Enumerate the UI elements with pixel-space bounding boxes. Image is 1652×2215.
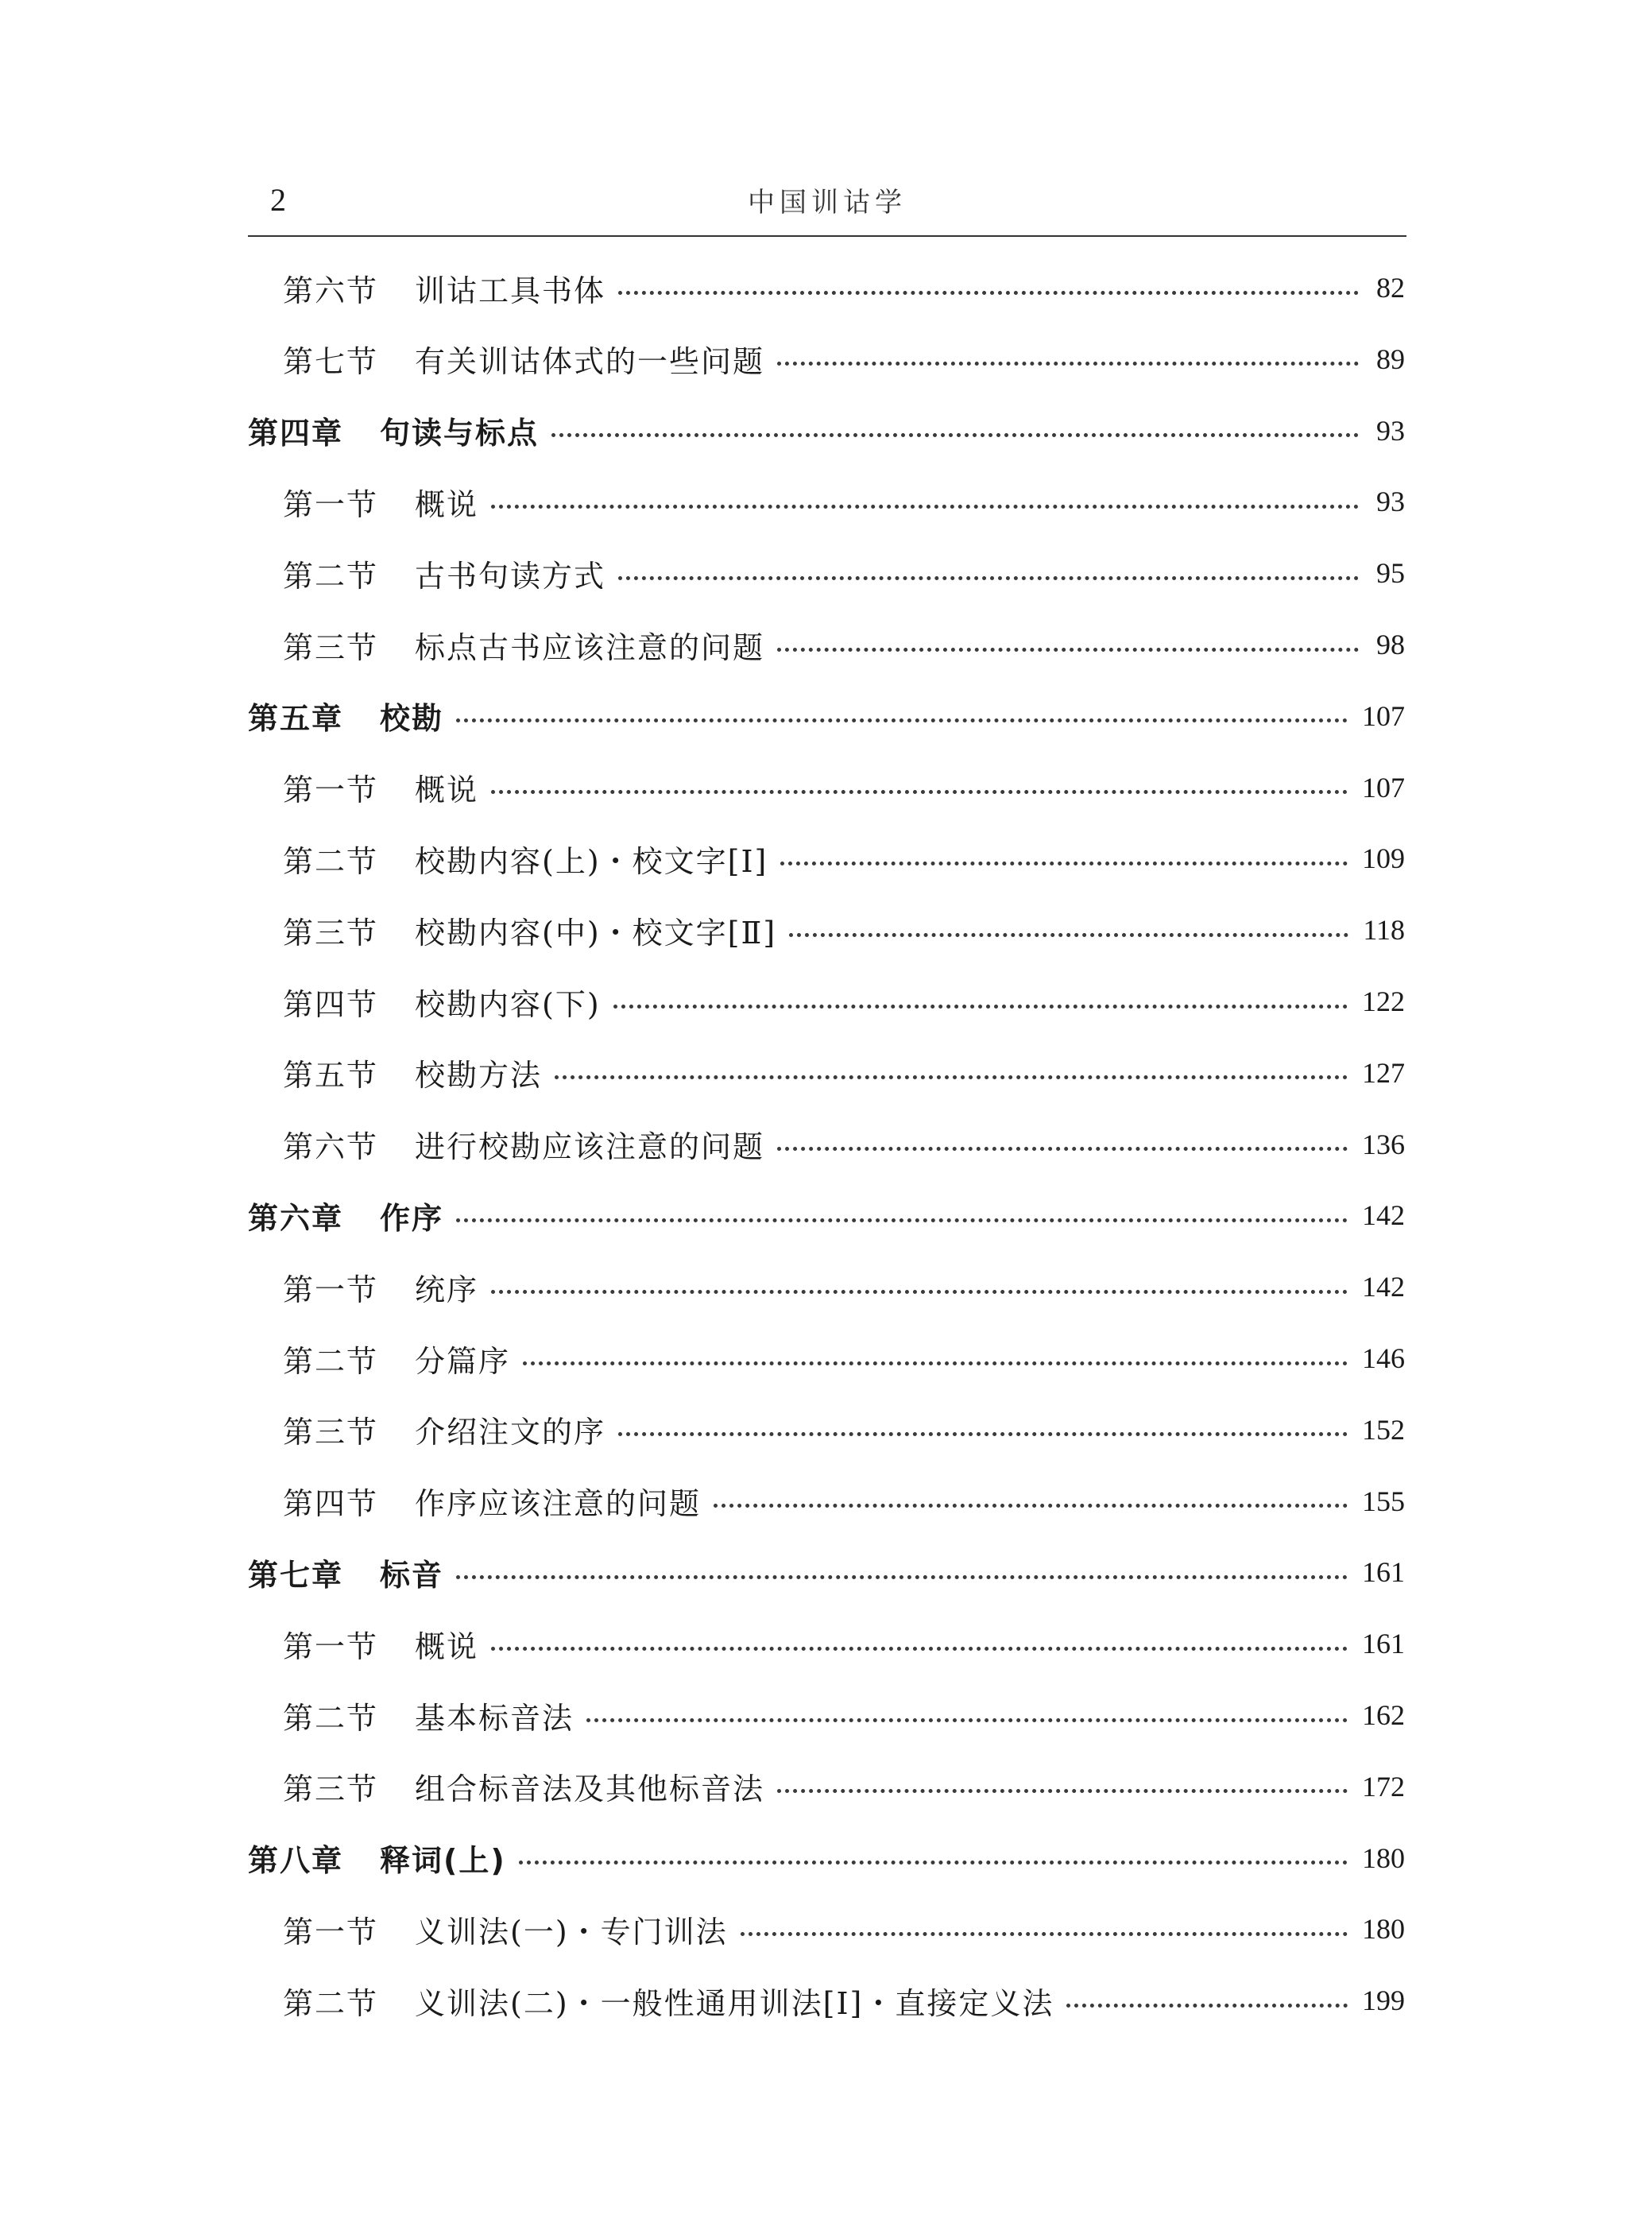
dot-leader bbox=[714, 1504, 1348, 1508]
toc-entry-label: 第五章 bbox=[248, 701, 344, 737]
toc-entry-page-number: 107 bbox=[1362, 699, 1405, 732]
dot-leader bbox=[618, 576, 1359, 580]
toc-entry-label: 第二节 bbox=[283, 1343, 379, 1379]
toc-entry-label: 第二节 bbox=[283, 1700, 379, 1736]
dot-leader bbox=[491, 505, 1359, 509]
dot-leader bbox=[618, 291, 1359, 295]
toc-entry-page-number: 152 bbox=[1362, 1413, 1405, 1446]
dot-leader bbox=[613, 1005, 1348, 1009]
toc-entry-page-number: 146 bbox=[1362, 1342, 1405, 1374]
toc-entry-label: 第五节 bbox=[283, 1058, 379, 1094]
toc-entry-label: 第二节 bbox=[283, 843, 379, 879]
toc-entry-title: 进行校勘应该注意的问题 bbox=[415, 1129, 765, 1165]
toc-entry-page-number: 127 bbox=[1362, 1056, 1405, 1089]
dot-leader bbox=[777, 648, 1359, 652]
toc-section-row bbox=[283, 1975, 1405, 2026]
dot-leader bbox=[523, 1361, 1348, 1365]
toc-section-row bbox=[283, 1903, 1405, 1954]
toc-entry-page-number: 155 bbox=[1362, 1485, 1405, 1517]
toc-entry-label: 第二节 bbox=[283, 1985, 379, 2021]
toc-section-row bbox=[283, 1261, 1405, 1312]
toc-entry-title: 校勘内容(上)・校文字[Ⅰ] bbox=[415, 843, 768, 879]
toc-entry-title: 校勘方法 bbox=[415, 1058, 543, 1094]
toc-entry-label: 第三节 bbox=[283, 915, 379, 951]
toc-entry-title: 校勘内容(下) bbox=[415, 986, 601, 1022]
toc-entry-title: 组合标音法及其他标音法 bbox=[415, 1772, 765, 1807]
toc-entry-label: 第四章 bbox=[248, 416, 344, 451]
toc-entry-title: 作序 bbox=[380, 1200, 444, 1236]
toc-section-row bbox=[283, 619, 1405, 670]
toc-entry-page-number: 142 bbox=[1362, 1271, 1405, 1303]
toc-entry-title: 概说 bbox=[415, 773, 479, 808]
toc-entry-title: 句读与标点 bbox=[380, 416, 540, 451]
toc-entry-label: 第七节 bbox=[283, 344, 379, 380]
toc-entry-title: 释词(上) bbox=[380, 1843, 506, 1879]
toc-entry-title: 统序 bbox=[415, 1272, 479, 1307]
toc-entry-page-number: 180 bbox=[1362, 1841, 1405, 1874]
dot-leader bbox=[491, 1290, 1348, 1294]
toc-section-row bbox=[283, 1690, 1405, 1741]
toc-entry-title: 义训法(二)・一般性通用训法[Ⅰ]・直接定义法 bbox=[415, 1985, 1054, 2021]
toc-entry-label: 第三节 bbox=[283, 629, 379, 665]
toc-section-row bbox=[283, 1333, 1405, 1384]
dot-leader bbox=[777, 1789, 1348, 1793]
toc-entry-title: 作序应该注意的问题 bbox=[415, 1486, 702, 1522]
toc-entry-label: 第三节 bbox=[283, 1772, 379, 1807]
toc-entry-page-number: 89 bbox=[1376, 343, 1405, 375]
toc-entry-label: 第一节 bbox=[283, 486, 379, 522]
toc-section-row bbox=[283, 1761, 1405, 1812]
toc-chapter-row bbox=[248, 1547, 1405, 1597]
toc-entry-title: 古书句读方式 bbox=[415, 558, 606, 594]
dot-leader bbox=[586, 1718, 1348, 1722]
dot-leader bbox=[555, 1075, 1348, 1079]
toc-entry-page-number: 161 bbox=[1362, 1556, 1405, 1589]
dot-leader bbox=[456, 1218, 1348, 1222]
toc-entry-page-number: 98 bbox=[1376, 629, 1405, 660]
toc-section-row bbox=[283, 762, 1405, 813]
toc-entry-label: 第三节 bbox=[283, 1415, 379, 1450]
toc-entry-title: 训诂工具书体 bbox=[415, 273, 606, 308]
toc-section-row bbox=[283, 1476, 1405, 1527]
toc-entry-page-number: 122 bbox=[1362, 986, 1405, 1017]
toc-section-row bbox=[283, 334, 1405, 385]
page-number: 2 bbox=[270, 182, 286, 218]
toc-entry-label: 第二节 bbox=[283, 558, 379, 594]
toc-chapter-row bbox=[248, 1190, 1405, 1241]
toc-entry-title: 义训法(一)・专门训法 bbox=[415, 1914, 728, 1950]
toc-entry-title: 分篇序 bbox=[415, 1343, 511, 1379]
dot-leader bbox=[741, 1932, 1348, 1936]
toc-entry-page-number: 82 bbox=[1376, 272, 1405, 304]
toc-entry-page-number: 142 bbox=[1362, 1199, 1405, 1232]
toc-section-row bbox=[283, 1047, 1405, 1098]
toc-entry-label: 第四节 bbox=[283, 1486, 379, 1522]
toc-entry-page-number: 95 bbox=[1376, 557, 1405, 590]
dot-leader bbox=[1066, 2004, 1348, 2008]
toc-section-row bbox=[283, 1119, 1405, 1170]
dot-leader bbox=[519, 1861, 1348, 1865]
toc-entry-page-number: 93 bbox=[1376, 414, 1405, 447]
toc-entry-page-number: 161 bbox=[1362, 1628, 1405, 1660]
toc-entry-title: 标点古书应该注意的问题 bbox=[415, 629, 765, 665]
toc-section-row bbox=[283, 1404, 1405, 1455]
toc-section-row bbox=[283, 904, 1405, 955]
toc-entry-title: 介绍注文的序 bbox=[415, 1415, 606, 1450]
dot-leader bbox=[789, 933, 1348, 937]
toc-entry-title: 有关训诂体式的一些问题 bbox=[415, 344, 765, 380]
toc-entry-page-number: 136 bbox=[1362, 1128, 1405, 1160]
toc-entry-label: 第八章 bbox=[248, 1843, 344, 1879]
toc-entry-page-number: 180 bbox=[1362, 1913, 1405, 1946]
running-head-book-title: 中国训诂学 bbox=[748, 187, 907, 219]
toc-entry-label: 第一节 bbox=[283, 773, 379, 808]
toc-entry-title: 基本标音法 bbox=[415, 1700, 575, 1736]
toc-entry-page-number: 118 bbox=[1363, 914, 1405, 947]
toc-entry-label: 第一节 bbox=[283, 1628, 379, 1664]
dot-leader bbox=[491, 1647, 1348, 1651]
toc-entry-page-number: 199 bbox=[1362, 1985, 1405, 2017]
dot-leader bbox=[456, 1575, 1348, 1579]
toc-section-row bbox=[283, 976, 1405, 1027]
dot-leader bbox=[777, 362, 1359, 366]
toc-section-row bbox=[283, 1618, 1405, 1669]
toc-entry-page-number: 93 bbox=[1376, 486, 1405, 518]
toc-entry-label: 第六节 bbox=[283, 273, 379, 308]
toc-entry-page-number: 107 bbox=[1362, 771, 1405, 804]
toc-entry-label: 第一节 bbox=[283, 1914, 379, 1950]
dot-leader bbox=[780, 862, 1348, 865]
toc-entry-label: 第一节 bbox=[283, 1272, 379, 1307]
toc-section-row bbox=[283, 548, 1405, 598]
dot-leader bbox=[777, 1147, 1348, 1151]
toc-section-row bbox=[283, 833, 1405, 884]
toc-section-row bbox=[283, 262, 1405, 313]
toc-chapter-row bbox=[248, 1833, 1405, 1884]
toc-entry-title: 概说 bbox=[415, 1628, 479, 1664]
toc-entry-label: 第七章 bbox=[248, 1557, 344, 1593]
toc-entry-page-number: 172 bbox=[1362, 1770, 1405, 1803]
dot-leader bbox=[551, 433, 1359, 437]
toc-entry-page-number: 162 bbox=[1362, 1699, 1405, 1731]
toc-entry-label: 第六节 bbox=[283, 1129, 379, 1165]
toc-entry-title: 校勘 bbox=[380, 701, 444, 737]
toc-entry-title: 标音 bbox=[380, 1557, 444, 1593]
toc-chapter-row bbox=[248, 405, 1405, 456]
dot-leader bbox=[491, 790, 1348, 794]
toc-entry-title: 校勘内容(中)・校文字[Ⅱ] bbox=[415, 915, 777, 951]
toc-chapter-row bbox=[248, 691, 1405, 742]
toc-entry-label: 第六章 bbox=[248, 1200, 344, 1236]
toc-entry-page-number: 109 bbox=[1362, 842, 1405, 875]
toc-entry-title: 概说 bbox=[415, 486, 479, 522]
toc-entry-label: 第四节 bbox=[283, 986, 379, 1022]
toc-section-row bbox=[283, 476, 1405, 527]
dot-leader bbox=[618, 1432, 1348, 1436]
dot-leader bbox=[456, 718, 1348, 722]
